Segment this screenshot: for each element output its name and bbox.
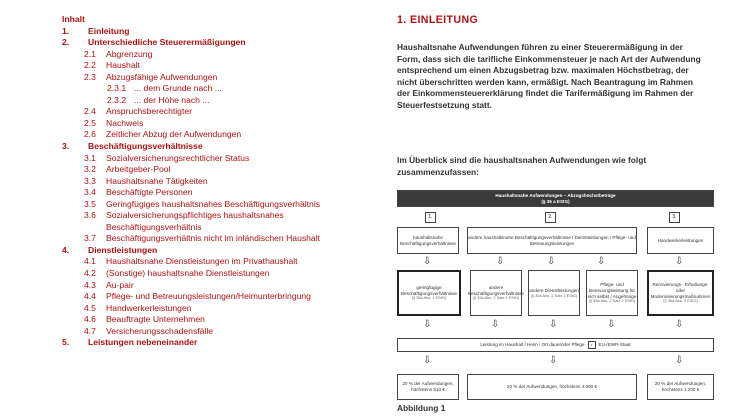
- category-box-craftsmen: Handwerkerleistungen: [647, 227, 714, 254]
- section-heading: 1. EINLEITUNG: [397, 14, 479, 26]
- category-number-2: 2.: [545, 212, 556, 223]
- toc-entry-number: 2.: [62, 37, 70, 48]
- down-arrow-icon: ⇩: [423, 256, 432, 267]
- toc-entry[interactable]: [62, 26, 382, 38]
- toc-entry[interactable]: [62, 141, 382, 153]
- toc-list: [62, 26, 382, 349]
- subcategory-box-care: Pflege- und Betreuungsleistung für sich selbst / Angehörige (§ 35a Abs. 2 Satz 2 EStG): [586, 270, 638, 316]
- subcategory-box-other-services: andere Dienstleistungen (§ 35a Abs. 2 Satz 1 EStG): [528, 270, 580, 316]
- toc-entry[interactable]: [62, 83, 382, 95]
- toc-entry[interactable]: [62, 187, 382, 199]
- toc-entry-number: 2.3.2: [107, 94, 127, 105]
- toc-entry-label: Dienstleistungen: [88, 244, 158, 255]
- toc-entry-label: ... dem Grunde nach ...: [134, 83, 222, 94]
- toc-entry-number: 2.4: [84, 106, 96, 117]
- toc-entry-label: Abgrenzung: [106, 48, 153, 59]
- diagram-title: Haushaltsnahe Aufwendungen – Abzugshöchstbeträge: [495, 192, 616, 198]
- toc-entry-number: 3.5: [84, 198, 96, 209]
- toc-entry-number: 4.1: [84, 256, 96, 267]
- toc-entry-number: 4.4: [84, 291, 96, 302]
- toc-entry-label: Beschäftigungsverhältnis nicht im inländischen Haushalt: [106, 233, 321, 244]
- toc-entry-label: Beschäftigungsverhältnis: [106, 221, 202, 232]
- toc-entry-number: 4.3: [84, 279, 96, 290]
- toc-entry-label: Arbeitgeber-Pool: [106, 164, 171, 175]
- toc-entry-label: Handwerkerleistungen: [106, 302, 192, 313]
- toc-entry[interactable]: [62, 49, 382, 61]
- toc-entry[interactable]: [62, 153, 382, 165]
- toc-entry[interactable]: [62, 129, 382, 141]
- toc-entry-number: 3.6: [84, 210, 96, 221]
- toc-entry-label: Au-pair: [106, 279, 134, 290]
- toc-entry-number: 2.2: [84, 60, 96, 71]
- intro-paragraph: Haushaltsnahe Aufwendungen führen zu einer Steuerermäßigung in der Form, dass sich die tarifliche Einkommensteuer je nach Art der Aufwendung entsprechend um einen Abzugsbetrag bzw. maximalen Höchstbetrag, der nicht überschritten werden kann, ermäßigt. Nach Beantragung im Rahmen der Einkommensteuererklärung findet die Tarifermäßigung im Rahmen der Steuerfestsetzung statt.: [397, 42, 701, 110]
- location-checkbox-icon: ×: [588, 341, 596, 349]
- down-arrow-icon: ⇩: [549, 355, 558, 366]
- toc-entry-label: Abzugsfähige Aufwendungen: [106, 71, 218, 82]
- toc-entry[interactable]: [62, 233, 382, 245]
- overview-paragraph: Im Überblick sind die haushaltsnahen Aufwendungen wie folgt zusammenzufassen:: [397, 155, 647, 177]
- toc-entry-number: 3.3: [84, 175, 96, 186]
- toc-entry[interactable]: [62, 314, 382, 326]
- toc-entry-label: Nachweis: [106, 117, 144, 128]
- toc-entry-number: 2.3.1: [107, 83, 127, 94]
- down-arrow-icon: ⇩: [423, 319, 432, 330]
- toc-entry-label: Sozialversicherungsrechtlicher Status: [106, 152, 250, 163]
- amount-box-4000: 20 % der Aufwendungen, höchstens 4.000 €: [467, 374, 637, 400]
- toc-entry[interactable]: [62, 95, 382, 107]
- intro-section: [397, 14, 703, 177]
- toc-entry-number: 3.: [62, 141, 70, 152]
- toc-title: Inhalt: [62, 14, 85, 24]
- toc-entry-label: Haushalt: [106, 60, 140, 71]
- down-arrow-icon: ⇩: [491, 319, 500, 330]
- toc-entry-number: 3.7: [84, 233, 96, 244]
- toc-entry-number: 2.1: [84, 48, 96, 59]
- toc-entry-number: 4.2: [84, 268, 96, 279]
- toc-entry-label: Haushaltsnahe Tätigkeiten: [106, 175, 208, 186]
- toc-entry-number: 1.: [62, 25, 70, 36]
- toc-entry[interactable]: [62, 118, 382, 130]
- toc-entry-number: 2.3: [84, 71, 96, 82]
- toc-entry-label: Unterschiedliche Steuerermäßigungen: [88, 37, 246, 48]
- down-arrow-icon: ⇩: [496, 256, 505, 267]
- diagram-title-sub: (§ 35 a EStG): [541, 198, 570, 204]
- category-number-1: 1.: [425, 212, 436, 223]
- down-arrow-icon: ⇩: [597, 256, 606, 267]
- toc-entry-label: Pflege- und Betreuungsleistungen/Heimunterbringung: [106, 291, 311, 302]
- toc-entry[interactable]: [62, 210, 382, 222]
- location-box: [397, 338, 714, 352]
- toc-entry-label: Anspruchsberechtigter: [106, 106, 192, 117]
- amount-box-510: 20 % der Aufwendungen, höchstens 510 €: [397, 374, 459, 400]
- toc-entry-label: Sozialversicherungspflichtiges haushaltsnahes: [106, 210, 284, 221]
- down-arrow-icon: ⇩: [423, 355, 432, 366]
- location-label: Leistung im Haushalt / Heim / Ort dauernder Pflege: [480, 342, 585, 348]
- toc-entry[interactable]: [62, 176, 382, 188]
- toc-entry[interactable]: [62, 337, 382, 349]
- amount-box-1200: 20 % der Aufwendungen, höchstens 1.200 €: [647, 374, 714, 400]
- down-arrow-icon: ⇩: [607, 319, 616, 330]
- toc-entry-number: 4.: [62, 244, 70, 255]
- toc-entry-label: Leistungen nebeneinander: [88, 337, 198, 348]
- toc-entry-number: 3.1: [84, 152, 96, 163]
- toc-entry-label: Geringfügiges haushaltsnahes Beschäftigungsverhältnis: [106, 198, 321, 209]
- toc-entry-label: Beauftragte Unternehmen: [106, 314, 205, 325]
- figure-caption: Abbildung 1: [397, 403, 446, 413]
- toc-entry[interactable]: [62, 245, 382, 257]
- toc-entry[interactable]: [62, 222, 382, 234]
- toc-entry[interactable]: [62, 199, 382, 211]
- subcategory-box-renovation: Renovierungs-, Erhaltungs- oder Modernisierungsmaßnahmen (§ 35a Abs. 3 EStG): [647, 270, 714, 316]
- toc-entry-number: 3.2: [84, 164, 96, 175]
- toc-entry[interactable]: [62, 326, 382, 338]
- subcategory-box-marginal: geringfügige Beschäftigungsverhältnisse (§ 35a Abs. 1 EStG): [397, 270, 461, 316]
- toc-entry-number: 4.5: [84, 302, 96, 313]
- toc-entry-number: 3.4: [84, 187, 96, 198]
- toc-entry-number: 5.: [62, 337, 70, 348]
- category-box-services: andere haushaltsnahe Beschäftigungsverhältnisse / Dienstleistungen / Pflege- und Betreuungsleistungen: [467, 227, 637, 254]
- down-arrow-icon: ⇩: [675, 355, 684, 366]
- toc-entry-label: Beschäftigte Personen: [106, 187, 193, 198]
- toc-entry[interactable]: [62, 37, 382, 49]
- toc-entry-label: Einleitung: [88, 25, 130, 36]
- toc-entry-number: 2.5: [84, 117, 96, 128]
- toc-entry[interactable]: [62, 256, 382, 268]
- subcategory-box-other-employment: andere Beschäftigungsverhältnisse (§ 35a Abs. 2 Satz 1 EStG): [470, 270, 522, 316]
- deduction-diagram: [397, 190, 714, 400]
- category-box-employment: haushaltsnahe Beschäftigungsverhältnisse: [397, 227, 459, 254]
- down-arrow-icon: ⇩: [675, 319, 684, 330]
- toc-entry[interactable]: [62, 268, 382, 280]
- category-number-3: 3.: [669, 212, 680, 223]
- toc-entry-label: ... der Höhe nach ...: [134, 94, 210, 105]
- toc-entry-label: Zeitlicher Abzug der Aufwendungen: [106, 129, 242, 140]
- down-arrow-icon: ⇩: [549, 319, 558, 330]
- diagram-title-box: [397, 190, 714, 207]
- location-region: EU-/EWR-Staat: [598, 342, 631, 348]
- toc-entry-number: 2.6: [84, 129, 96, 140]
- toc-entry[interactable]: [62, 164, 382, 176]
- toc-entry[interactable]: [62, 303, 382, 315]
- toc-entry-number: 4.6: [84, 314, 96, 325]
- toc-entry-label: Beschäftigungsverhältnisse: [88, 141, 203, 152]
- down-arrow-icon: ⇩: [547, 256, 556, 267]
- toc-entry[interactable]: [62, 60, 382, 72]
- toc-entry-label: Haushaltsnahe Dienstleistungen im Privathaushalt: [106, 256, 298, 267]
- toc-entry[interactable]: [62, 106, 382, 118]
- toc-entry-label: Versicherungsschadensfälle: [106, 325, 214, 336]
- down-arrow-icon: ⇩: [675, 256, 684, 267]
- table-of-contents: [62, 14, 382, 349]
- toc-entry-label: (Sonstige) haushaltsnahe Dienstleistungen: [106, 268, 270, 279]
- toc-entry[interactable]: [62, 72, 382, 84]
- toc-entry-number: 4.7: [84, 325, 96, 336]
- toc-entry[interactable]: [62, 280, 382, 292]
- toc-entry[interactable]: [62, 291, 382, 303]
